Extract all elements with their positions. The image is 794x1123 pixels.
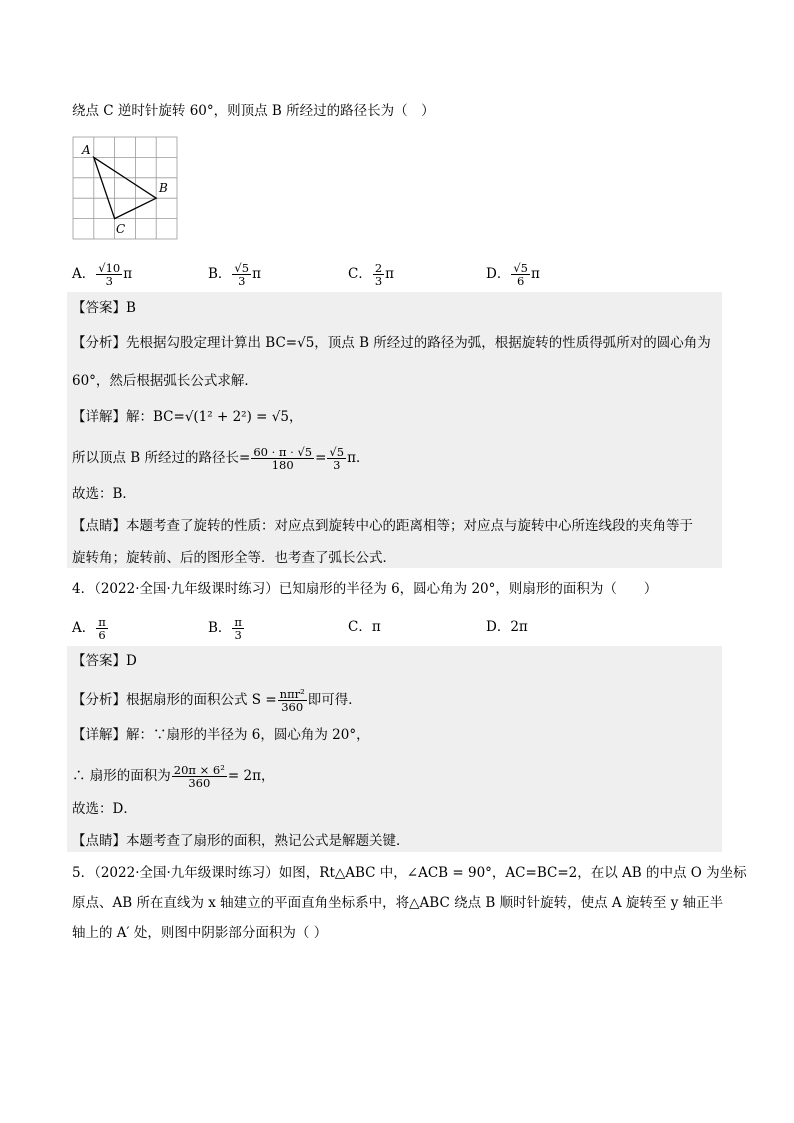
q4-detail-1: 【详解】解：∵扇形的半径为 6，圆心角为 20°， xyxy=(72,727,370,743)
q3-analysis-2: 60°，然后根据弧长公式求解． xyxy=(72,373,258,389)
q5-line-1: 5．（2022·全国·九年级课时练习）如图，Rt△ABC 中，∠ACB = 90°，AC=BC=2，在以 AB 的中点 O 为坐标 xyxy=(72,865,747,881)
q3-choose: 故选：B． xyxy=(72,486,136,502)
q3-answer: 【答案】B xyxy=(72,300,136,316)
q3-detail-1: 【详解】解：BC=√(1² + 2²) = √5， xyxy=(72,409,303,425)
q4-stem: 4．（2022·全国·九年级课时练习）已知扇形的半径为 6，圆心角为 20°，则扇形的面积为（ ） xyxy=(72,581,658,597)
q4-choose: 故选：D． xyxy=(72,801,137,817)
q3-grid-figure xyxy=(72,136,178,240)
q4-option-c[interactable]: C．π xyxy=(348,619,381,635)
q4-comment: 【点睛】本题考查了扇形的面积，熟记公式是解题关键． xyxy=(72,833,410,849)
q4-analysis: 【分析】根据扇形的面积公式 S = $\frac{\text{nπr²}}{360}$ 即可得． xyxy=(72,687,362,714)
q3-comment-2: 旋转角；旋转前、后的图形全等．也考查了弧长公式． xyxy=(72,550,396,566)
label-a: A xyxy=(82,143,91,157)
q3-detail-2: 所以顶点 B 所经过的路径长= $\frac{60 \cdot \pi \cdot √5}{180}$ = $\frac{√5}{3}$ π． xyxy=(72,445,370,472)
q4-answer: 【答案】D xyxy=(72,653,137,669)
q3-option-b[interactable]: B． $\frac{√5}{3}$ π xyxy=(208,261,261,288)
q4-option-b[interactable]: B． $\frac{\pi}{3}$ xyxy=(208,615,242,642)
triangle-abc xyxy=(94,157,156,218)
q5-line-3: 轴上的 A′ 处，则图中阴影部分面积为（ ） xyxy=(72,925,328,941)
q4-option-a[interactable]: A． $\frac{\pi}{6}$ xyxy=(72,615,106,642)
q3-comment-1: 【点睛】本题考查了旋转的性质：对应点到旋转中心的距离相等；对应点与旋转中心所连线段的夹角等于 xyxy=(72,518,693,534)
q4-option-d[interactable]: D．2π xyxy=(486,619,528,635)
label-b: B xyxy=(159,181,168,195)
label-c: C xyxy=(116,222,126,236)
q3-option-d[interactable]: D． $\frac{√5}{6}$ π xyxy=(486,261,540,288)
q4-detail-2: ∴ 扇形的面积为 $\frac{\text{20π × 6²}}{360}$ = 2π， xyxy=(72,763,275,790)
q5-line-2: 原点、AB 所在直线为 x 轴建立的平面直角坐标系中，将△ABC 绕点 B 顺时针旋转，使点 A 旋转至 y 轴正半 xyxy=(72,895,724,911)
q3-stem: 绕点 C 逆时针旋转 60°，则顶点 B 所经过的路径长为（ ） xyxy=(72,103,435,119)
q3-analysis-1: 【分析】先根据勾股定理计算出 BC=√5，顶点 B 所经过的路径为弧，根据旋转的性质得弧所对的圆心角为 xyxy=(72,335,711,351)
q4-solution-block xyxy=(67,646,722,852)
q3-option-c[interactable]: C． $\frac{2}{3}$ π xyxy=(348,261,395,288)
q3-option-a[interactable]: A． $\frac{√10}{3}$ π xyxy=(72,261,133,288)
